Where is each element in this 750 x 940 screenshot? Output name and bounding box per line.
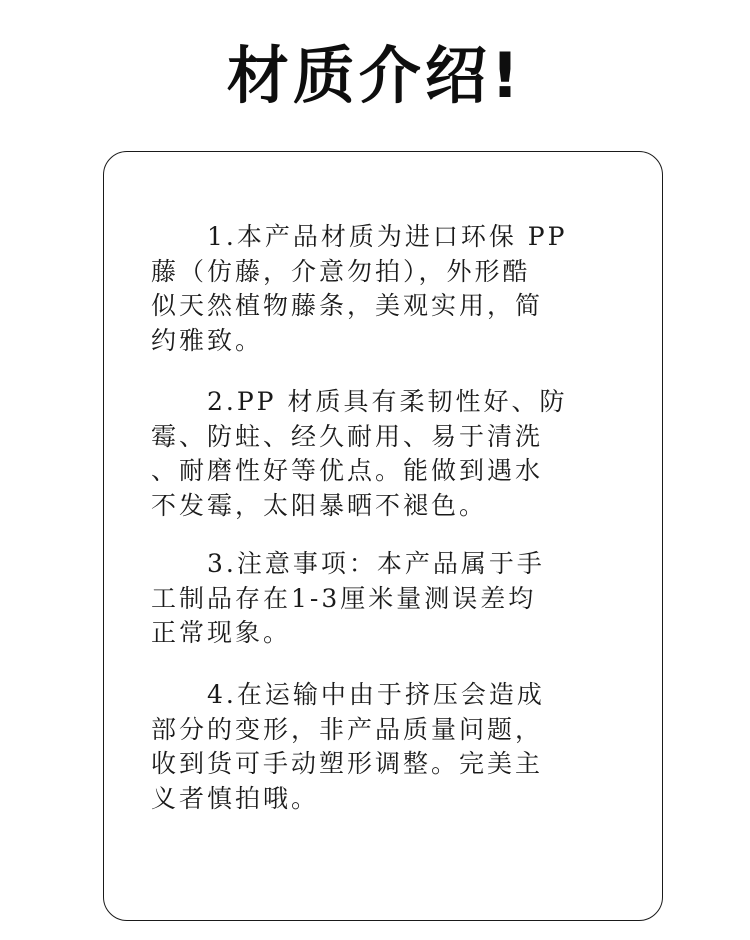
paragraph-line: 工制品存在1-3厘米量测误差均 — [151, 583, 537, 613]
paragraph-properties — [151, 385, 621, 523]
paragraph-line: 收到货可手动塑形调整。完美主 — [151, 749, 544, 778]
paragraph-notes — [151, 547, 621, 651]
paragraph-material — [151, 220, 621, 358]
paragraph-line: 2.PP 材质具有柔韧性好、防 — [207, 387, 568, 416]
paragraph-line: 3.注意事项：本产品属于手 — [207, 549, 545, 578]
page-title: 材质介绍! — [226, 39, 524, 112]
paragraph-line: 1.本产品材质为进口环保 PP — [207, 222, 568, 251]
paragraph-line: 不发霉，太阳暴晒不褪色。 — [151, 490, 488, 520]
paragraph-line: 部分的变形，非产品质量问题， — [151, 714, 544, 744]
paragraph-line: 、耐磨性好等优点。能做到遇水 — [151, 456, 544, 485]
paragraph-line: 正常现象。 — [151, 618, 292, 647]
paragraph-line: 4.在运输中由于挤压会造成 — [207, 680, 545, 709]
paragraph-line: 藤（仿藤，介意勿拍），外形酷 — [151, 256, 531, 286]
paragraph-line: 约雅致。 — [151, 325, 264, 355]
paragraph-line: 似天然植物藤条，美观实用，简 — [151, 291, 544, 320]
paragraph-shipping — [151, 678, 621, 816]
paragraph-line: 霉、防蛀、经久耐用、易于清洗 — [151, 421, 544, 451]
paragraph-line: 义者慎拍哦。 — [151, 783, 320, 813]
